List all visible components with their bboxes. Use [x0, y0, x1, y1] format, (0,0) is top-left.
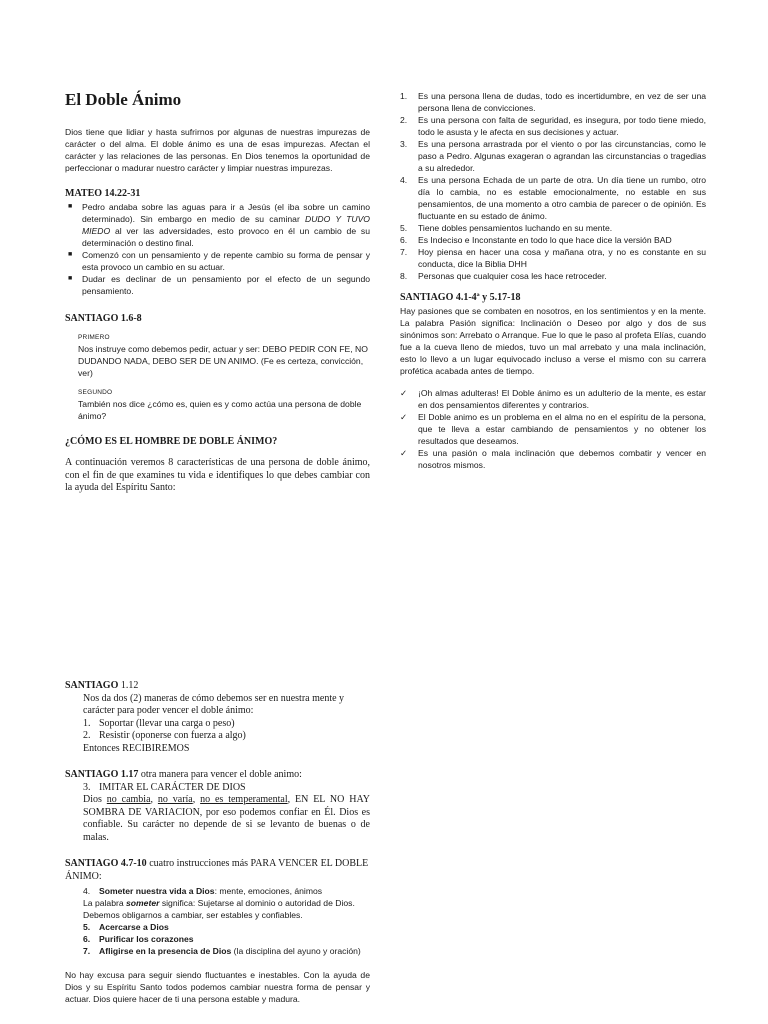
- list-item: 1. Soportar (llevar una carga o peso): [83, 717, 235, 729]
- square-bullet-icon: ■: [68, 275, 73, 282]
- closing-paragraph: No hay excusa para seguir siendo fluctuantes e inestables. Con la ayuda de Dios y su Espíritu Santo todos podemos cambiar nuestra forma de pensar y actuar. Dios quiere hacer de ti una persona estable y madura.: [65, 970, 370, 1004]
- square-bullet-icon: ■: [68, 251, 73, 258]
- checks-list: [400, 387, 706, 471]
- santiago-1-12-block: [65, 693, 370, 756]
- checkmark-icon: ✓: [400, 448, 408, 458]
- page-title: El Doble Ánimo: [65, 90, 182, 109]
- characteristics-list: [400, 90, 706, 282]
- left-column: [65, 90, 370, 495]
- como-text: A continuación veremos 8 características de una persona de doble ánimo, con el fin de que examines tu vida e identifiques lo que debes cambiar con la ayuda del Espíritu Santo:: [65, 457, 370, 493]
- bullet-text: Pedro andaba sobre las aguas para ir a Jesús (el iba sobre un camino determinado). Sin embargo en medio de su caminar: [82, 202, 370, 224]
- bottom-left-column: [65, 680, 370, 1005]
- santiago-4-7-block: [65, 885, 370, 957]
- list-item: 7. Hoy piensa en hacer una cosa y mañana otra, y no es constante en su conducta, dice la Biblia DHH: [400, 247, 706, 269]
- someter-text: La palabra someter significa: Sujetarse al dominio o autoridad de Dios. Debemos obligarnos a cambiar, ser estables y confiables.: [83, 898, 355, 920]
- list-item: ✓ ¡Oh almas adulteras! El Doble ánimo es un adulterio de la mente, es estar en dos pensamientos diferentes y contrarios.: [400, 388, 706, 410]
- santiago-1-12-closing: Entonces RECIBIREMOS: [83, 742, 190, 754]
- santiago-1-6-heading: SANTIAGO 1.6-8: [65, 313, 142, 324]
- list-item: [65, 201, 370, 249]
- list-item: 3. IMITAR EL CARÁCTER DE DIOS: [83, 781, 246, 793]
- list-item: 5. Tiene dobles pensamientos luchando en su mente.: [400, 223, 613, 233]
- list-item: 4. Someter nuestra vida a Dios: mente, emociones, ánimos: [83, 886, 323, 896]
- list-item: 2. Resistir (oponerse con fuerza a algo): [83, 730, 246, 741]
- list-item: 3. Es una persona arrastrada por el viento o por las circunstancias, como le paso a Pedro. Algunas exageran o agrandan las circunstancias o tragedias a su alrededor.: [400, 139, 706, 173]
- primero-text: Nos instruye como debemos pedir, actuar y ser: DEBO PEDIR CON FE, NO DUDANDO NADA, DEBO SER DE UN ANIMO. (Fe es certeza, convicción, ver): [78, 344, 368, 378]
- santiago-1-12-heading: SANTIAGO 1.12: [65, 680, 139, 691]
- list-item: 5. Acercarse a Dios: [83, 922, 169, 932]
- mateo-heading: MATEO 14.22-31: [65, 188, 141, 199]
- santiago-1-17-block: [65, 782, 370, 845]
- segundo-label: SEGUNDO: [78, 389, 113, 396]
- checkmark-icon: ✓: [400, 388, 408, 398]
- right-column: [400, 90, 706, 471]
- santiago-4-1-heading: SANTIAGO 4.1-4ª y 5.17-18: [400, 292, 521, 303]
- bullet-text: Comenzó con un pensamiento y de repente cambio su forma de pensar y esta provoco un cambio en su actuar.: [82, 250, 370, 272]
- primero-label: PRIMERO: [78, 334, 110, 341]
- list-item: 8. Personas que cualquier cosa les hace retroceder.: [400, 271, 607, 281]
- list-item: 1. Es una persona llena de dudas, todo es incertidumbre, en vez de ser una persona llena de convicciones.: [400, 91, 706, 113]
- bullet-emphasis: DUDO Y TUVO MIEDO: [82, 214, 370, 236]
- bullet-text: Dudar es declinar de un pensamiento por el efecto de un segundo pensamiento.: [82, 274, 370, 296]
- bullet-text: al ver las adversidades, esto provoco en él un cambio de su determinación o destino final.: [82, 226, 370, 248]
- square-bullet-icon: ■: [68, 203, 73, 210]
- list-item: [65, 273, 370, 297]
- list-item: 2. Es una persona con falta de seguridad, es insegura, por todo tiene miedo, todo le asusta y le afecta en sus decisiones y actuar.: [400, 115, 706, 137]
- santiago-1-17-text: Dios no cambia, no varía, no es temperamental, EN EL NO HAY SOMBRA DE VARIACION, por eso podemos confiar en Él. Dios es confiable. Su carácter no depende de si se levanto de buenas o de malas.: [83, 794, 370, 843]
- segundo-text: También nos dice ¿cómo es, quien es y como actúa una persona de doble ánimo?: [78, 399, 362, 421]
- mateo-bullets: [65, 201, 370, 297]
- list-item: 4. Es una persona Echada de un parte de otra. Un día tiene un rumbo, otro día lo cambia, no es estable emocionalmente, no estable en sus pensamientos, de una momento a otro cambia de parecer o de opinión. Es fluctuante en su estado de ánimo.: [400, 175, 706, 221]
- list-item: [65, 249, 370, 273]
- santiago-1-17-heading: SANTIAGO 1.17 otra manera para vencer el doble animo:: [65, 769, 302, 780]
- santiago-4-1-text: Hay pasiones que se combaten en nosotros, en los sentimientos y en la mente. La palabra Pasión significa: Inclinación o Deseo por algo y dos de sus sinónimos son: Arrebato o Arranque. Fue lo que le paso al profeta Elías, cuando fue a la cueva lleno de miedos, tuvo un mal arrebato y una mala inclinación, esto lo llevo a un lugar equivocado incluso a verse el mismo con su carrera profética acabada antes de tiempo.: [400, 306, 706, 376]
- list-item: 7. Afligirse en la presencia de Dios (la disciplina del ayuno y oración): [83, 946, 361, 956]
- como-heading: ¿CÓMO ES EL HOMBRE DE DOBLE ÁNIMO?: [65, 436, 278, 447]
- list-item: 6. Es Indeciso e Inconstante en todo lo que hace dice la versión BAD: [400, 235, 672, 245]
- list-item: ✓ El Doble animo es un problema en el alma no en el espíritu de la persona, que te lleva a estar cambiando de pensamientos y no obtener los resultados que deseamos.: [400, 412, 706, 446]
- intro-paragraph: Dios tiene que lidiar y hasta sufrirnos por algunas de nuestras impurezas de carácter o del alma. El doble ánimo es una de esas impurezas. Afectan el carácter y las relaciones de las personas. En Dios tenemos la oportunidad de perfeccionar o madurar nuestro carácter y limpiar nuestras impurezas.: [65, 127, 370, 173]
- checkmark-icon: ✓: [400, 412, 408, 422]
- list-item: ✓ Es una pasión o mala inclinación que debemos combatir y vencer en nosotros mismos.: [400, 448, 706, 470]
- santiago-1-12-text: Nos da dos (2) maneras de cómo debemos ser en nuestra mente y carácter para poder vencer el doble ánimo:: [83, 692, 345, 716]
- santiago-4-7-heading: SANTIAGO 4.7-10 cuatro instrucciones más PARA VENCER EL DOBLE ÁNIMO:: [65, 858, 369, 882]
- list-item: 6. Purificar los corazones: [83, 934, 194, 944]
